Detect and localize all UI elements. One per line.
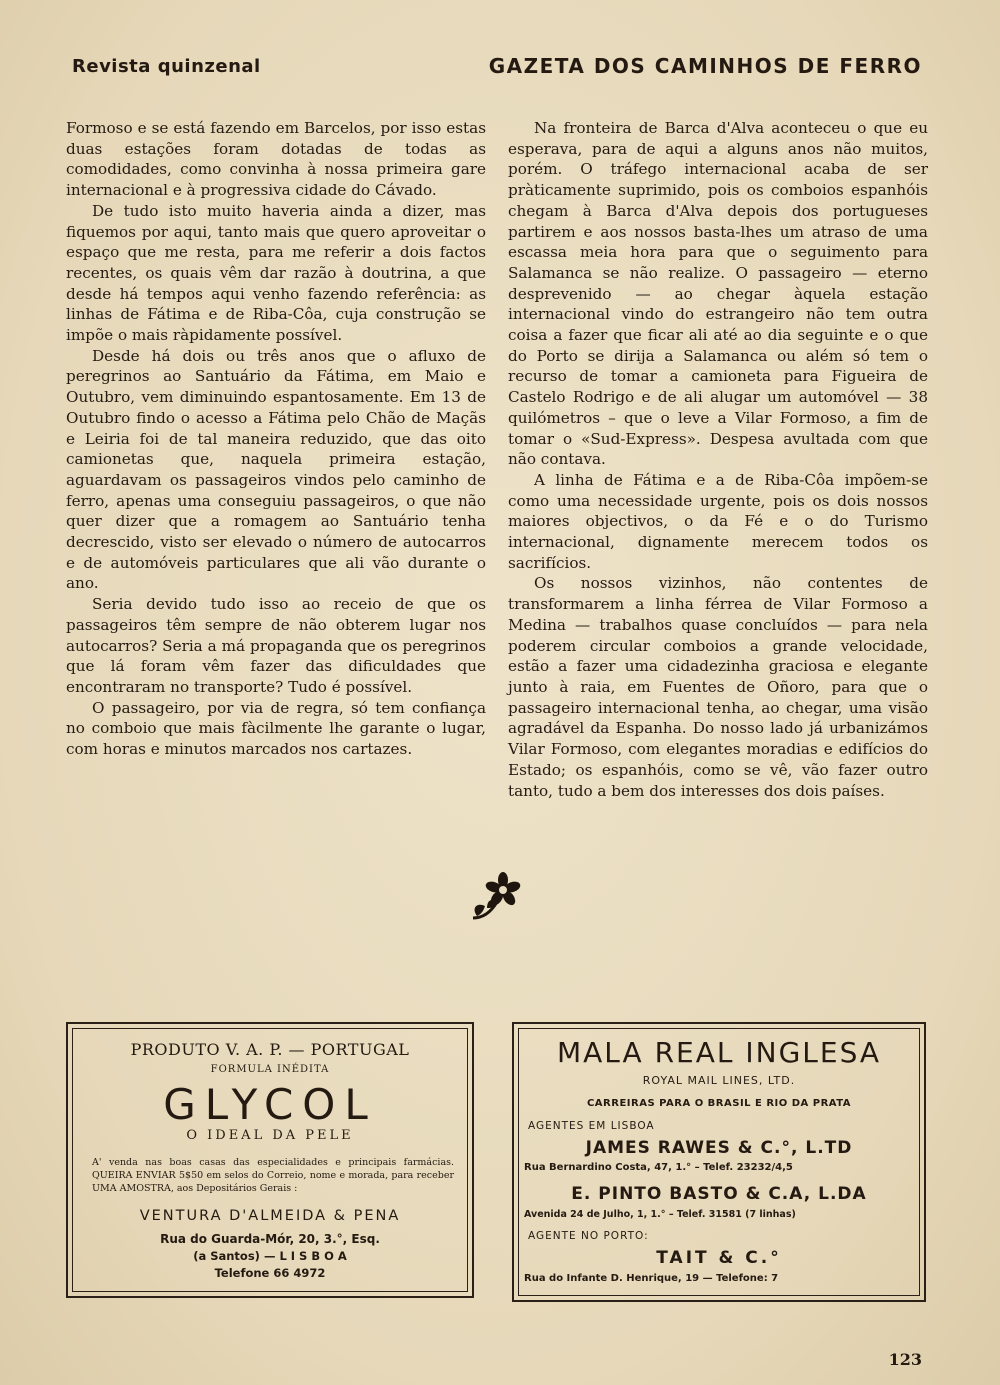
paragraph: Formoso e se está fazendo em Barcelos, por isso estas duas estações foram dotadas de todas as comodidades, como convinha à nossa primeira gare internacional e à progressiva cidade do Cávado. (66, 119, 486, 200)
ad-address-line2: (a Santos) — L I S B O A (193, 1249, 347, 1263)
page-number: 123 (888, 1350, 922, 1369)
paragraph: O passageiro, por via de regra, só tem confiança no comboio que mais fàcilmente lhe garante o lugar, com horas e minutos marcados nos cartazes. (66, 698, 486, 759)
paragraph: Os nossos vizinhos, não contentes de transformarem a linha férrea de Vilar Formoso a Medina — trabalhos quase concluídos — para nela poderem circular comboios a grande velocidade, estão a fazer uma cidadezinha graciosa e elegante junto à raia, em Fuentes de Oñoro, para que o passageiro internacional tenha, ao chegar, uma visão agradável da Espanha. Do nosso lado já urbanizámos Vilar Formoso, com elegantes moradias e edifícios do Estado; os espanhóis, como se vê, vão fazer outro tanto, tudo a bem dos interesses dos dois países. (508, 574, 928, 800)
ad-address-line1: Rua do Guarda-Mór, 20, 3.°, Esq. (160, 1232, 380, 1246)
ad-body: A' venda nas boas casas das especialidades e principais farmácias. QUEIRA ENVIAR 5$50 em selos do Correio, nome e morada, para receber UMA AMOSTRA, aos Depositários Gerais : (92, 1157, 454, 1194)
mala-real-advertisement (512, 1022, 926, 1302)
ad-agent-porto: AGENTE NO PORTO: (528, 1230, 649, 1242)
ad-subtitle: ROYAL MAIL LINES, LTD. (642, 1074, 796, 1087)
paragraph: Seria devido tudo isso ao receio de que os passageiros têm sempre de não obterem lugar nos autocarros? Seria a má propaganda que os peregrinos que lá foram vêm fazer das dificuldades que encontraram no transporte? Tudo é possível. (66, 595, 486, 696)
ad-agent-1: JAMES RAWES & C.°, L.TD (585, 1138, 853, 1158)
ad-agent-3: TAIT & C.° (656, 1248, 782, 1268)
ad-line-formula: FORMULA INÉDITA (210, 1064, 330, 1075)
paragraph: De tudo isto muito haveria ainda a dizer, mas fiquemos por aqui, tanto mais que quero aproveitar o espaço que me resta, para me referir a dois factos recentes, os quais vêm dar razão à doutrina, a que desde há tempos aqui venho fazendo referência: as linhas de Fátima e de Riba-Côa, cuja construção se impõe o mais ràpidamente possível. (66, 201, 486, 345)
ad-phone: Telefone 66 4972 (214, 1266, 326, 1280)
ad-tagline: O IDEAL DA PELE (186, 1128, 354, 1143)
article-column-right (508, 118, 928, 801)
running-header (72, 52, 922, 84)
ad-agent-2-address: Avenida 24 de Julho, 1, 1.° – Telef. 31581 (7 linhas) (524, 1209, 796, 1220)
ad-brand: GLYCOL (163, 1080, 377, 1129)
header-left: Revista quinzenal (72, 56, 261, 77)
ad-company: VENTURA D'ALMEIDA & PENA (139, 1208, 401, 1224)
ad-title: MALA REAL INGLESA (556, 1036, 882, 1069)
ad-agent-3-address: Rua do Infante D. Henrique, 19 — Telefone: 7 (524, 1273, 779, 1284)
paragraph: Na fronteira de Barca d'Alva aconteceu o que eu esperava, para de aqui a alguns anos não muitos, porém. O tráfego internacional acaba de ser pràticamente suprimido, pois os comboios espanhóis chegam à Barca d'Alva depois dos portugueses partirem e aos nossos basta-lhes um atraso de uma escassa meia hora para que o seguimento para Salamanca se não realize. O passageiro — eterno desprevenido — ao chegar àquela estação internacional vindo do estrangeiro não tem outra coisa a fazer que ficar ali até ao dia seguinte e o que do Porto se dirija a Salamanca ou além só tem o recurso de tomar a camioneta para Figueira de Castelo Rodrigo e de ali alugar um automóvel — 38 quilómetros – que o leve a Vilar Formoso, a fim de tomar o «Sud-Express». Despesa avultada com que não contava. (508, 119, 928, 469)
flower-ornament-icon (463, 868, 527, 932)
paragraph: A linha de Fátima e a de Riba-Côa impõem-se como uma necessidade urgente, pois os dois nossos maiores objectivos, o da Fé e o do Turismo internacional, dignamente merecem todos os sacrifícios. (508, 470, 928, 572)
ad-routes: CARREIRAS PARA O BRASIL E RIO DA PRATA (586, 1098, 852, 1109)
paragraph: Desde há dois ou três anos que o afluxo de peregrinos ao Santuário da Fátima, em Maio e Outubro, vem diminuindo espantosamente. Em 13 de Outubro findo o acesso a Fátima pelo Chão de Maçãs e Leiria foi de tal maneira reduzido, que das oito camionetas que, naquela primeira estação, aguardavam os passageiros vindos pelo caminho de ferro, apenas uma conseguiu passageiros, o que não quer dizer que a romagem ao Santuário tenha decrescido, visto ser elevado o número de autocarros e de automóveis particulares que ali vão durante o ano. (66, 346, 486, 593)
ad-line-product: PRODUTO V. A. P. — PORTUGAL (130, 1040, 410, 1059)
ad-agents-lisboa: AGENTES EM LISBOA (528, 1120, 655, 1132)
ad-agent-1-address: Rua Bernardino Costa, 47, 1.° – Telef. 23232/4,5 (524, 1162, 793, 1173)
article-column-left (66, 118, 486, 760)
ad-agent-2: E. PINTO BASTO & C.A, L.DA (571, 1184, 867, 1204)
glycol-advertisement (66, 1022, 474, 1298)
header-title: GAZETA DOS CAMINHOS DE FERRO (488, 54, 922, 78)
